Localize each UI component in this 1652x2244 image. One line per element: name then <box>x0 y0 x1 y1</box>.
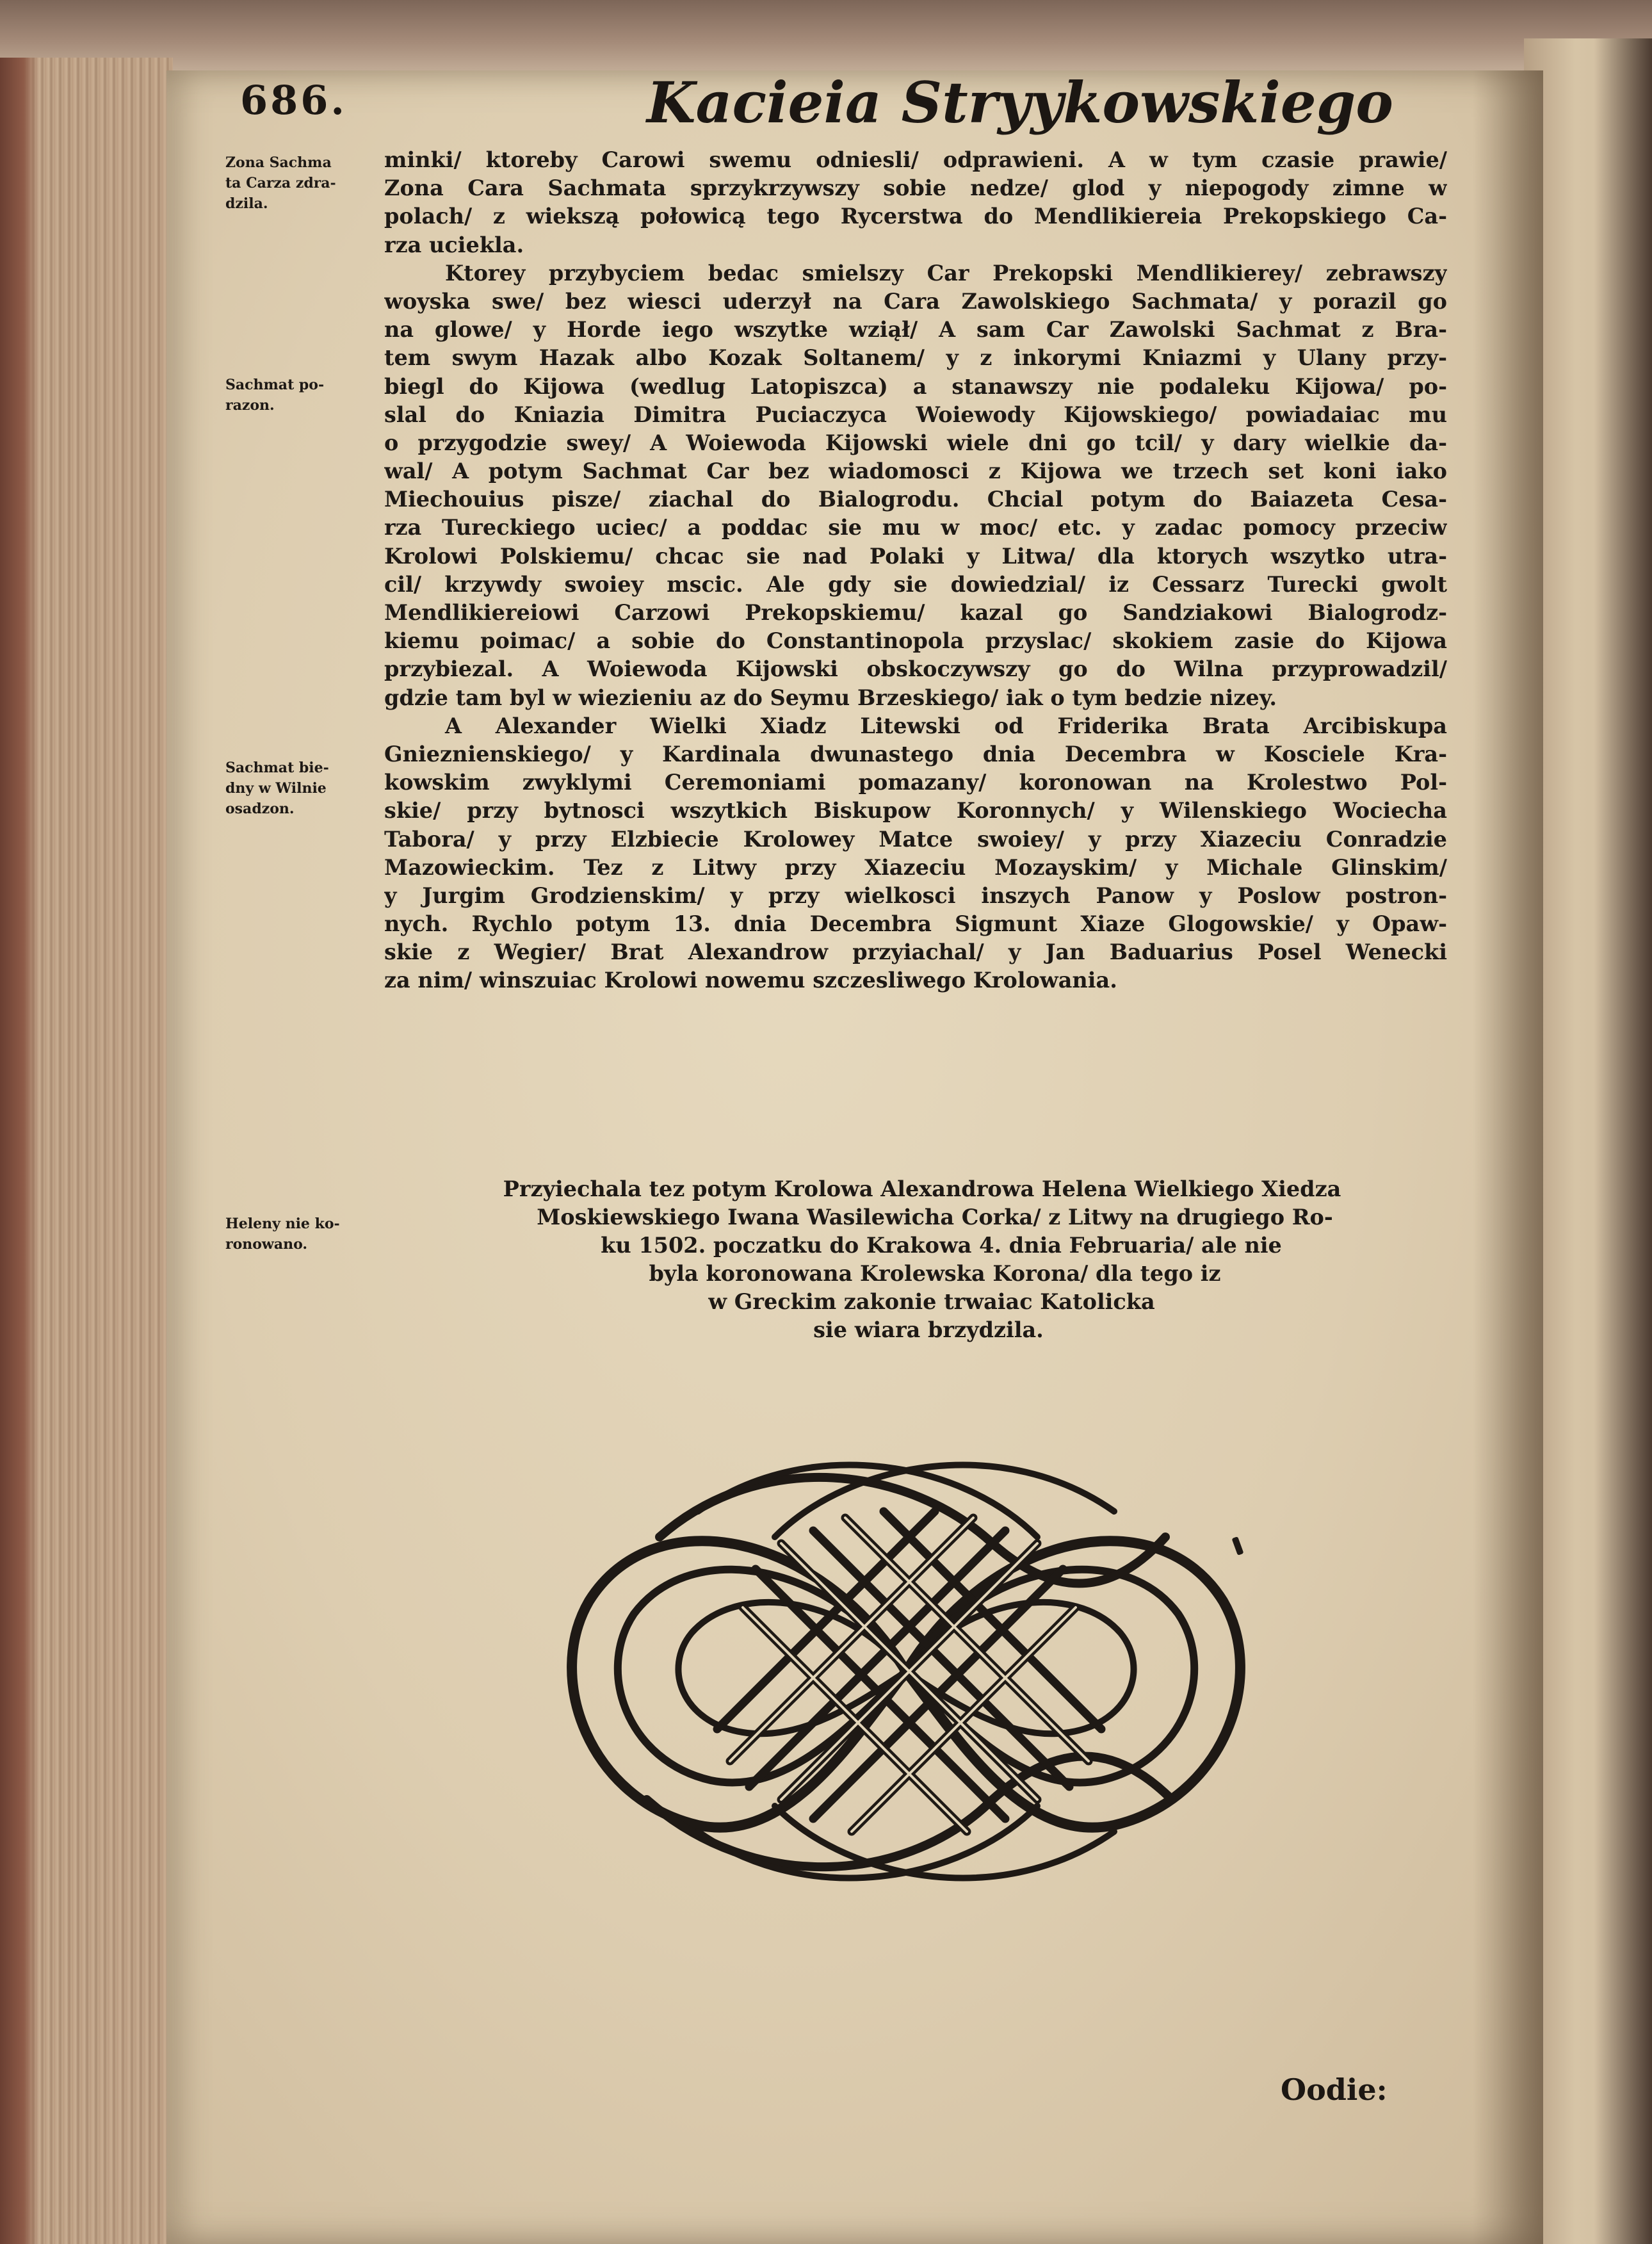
margin-note-line: dzila. <box>225 195 268 212</box>
running-head: Kacieia Stryykowskiego <box>647 69 1393 136</box>
text-line: Tabora/ y przy Elzbiecie Krolowey Matce swoiey/ y przy Xiazeciu Conradzie <box>384 826 1447 852</box>
text-line: woyska swe/ bez wiesci uderzył na Cara Zawolskiego Sachmata/ y porazil go <box>384 288 1447 314</box>
text-line: biegl do Kijowa (wedlug Latopiszca) a stanawszy nie podaleku Kijowa/ po- <box>384 373 1447 399</box>
text-line: Krolowi Polskiemu/ chcac sie nad Polaki y Litwa/ dla ktorych wszytko utra- <box>384 543 1447 569</box>
text-line: gdzie tam byl w wiezieniu az do Seymu Brzeskiego/ iak o tym bedzie nizey. <box>384 685 1277 710</box>
gutter-shadow <box>1473 70 1543 2244</box>
book-top-edge <box>0 0 1652 77</box>
text-line: skie z Wegier/ Brat Alexandrow przyiachal/ y Jan Baduarius Posel Wenecki <box>384 939 1447 965</box>
final-paragraph-line: Moskiewskiego Iwana Wasilewicha Corka/ z Litwy na drugiego Ro- <box>537 1205 1333 1230</box>
margin-note-line: Heleny nie ko- <box>225 1216 340 1232</box>
text-line: polach/ z wiekszą połowicą tego Rycerstwa do Mendlikiereia Prekopskiego Ca- <box>384 204 1447 229</box>
text-line: Ktorey przybyciem bedac smielszy Car Prekopski Mendlikierey/ zebrawszy <box>445 260 1447 286</box>
text-line: nych. Rychlo potym 13. dnia Decembra Sigmunt Xiaze Glogowskie/ y Opaw- <box>384 911 1447 937</box>
text-line: za nim/ winszuiac Krolowi nowemu szczesliwego Krolowania. <box>384 968 1117 993</box>
margin-note-line: ta Carza zdra- <box>225 175 336 191</box>
text-line: kiemu poimac/ a sobie do Constantinopola przyslac/ skokiem zasie do Kijowa <box>384 628 1447 654</box>
main-text <box>384 146 1447 995</box>
margin-note-line: osadzon. <box>225 801 295 817</box>
margin-note-line: Zona Sachma <box>225 154 332 171</box>
final-paragraph-line: ku 1502. poczatku do Krakowa 4. dnia Februaria/ ale nie <box>601 1233 1282 1258</box>
text-line: o przygodzie swey/ A Woiewoda Kijowski wiele dni go tcil/ y dary wielkie da- <box>384 430 1447 455</box>
text-line: wal/ A potym Sachmat Car bez wiadomosci z Kijowa we trzech set koni iako <box>384 459 1447 484</box>
text-line: y Jurgim Grodzienskim/ y przy wielkosci inszych Panow y Poslow postron- <box>384 882 1447 908</box>
margin-note-2 <box>225 375 373 416</box>
facing-page-shadow <box>1594 38 1652 2244</box>
binding-shadow <box>0 58 38 2244</box>
text-line: skie/ przy bytnosci wszytkich Biskupow Koronnych/ y Wilenskiego Wociecha <box>384 798 1447 824</box>
text-line: Mendlikiereiowi Carzowi Prekopskiemu/ kazal go Sandziakowi Bialogrodz- <box>384 600 1447 625</box>
final-paragraph-line: Przyiechala tez potym Krolowa Alexandrowa Helena Wielkiego Xiedza <box>503 1176 1341 1201</box>
text-line: rza Tureckiego uciec/ a poddac sie mu w moc/ etc. y zadac pomocy przeciw <box>384 515 1447 541</box>
knotwork-ornament <box>551 1441 1261 1902</box>
margin-note-line: Sachmat bie- <box>225 760 329 776</box>
text-line: cil/ krzywdy swoiey mscic. Ale gdy sie dowiedzial/ iz Cessarz Turecki gwolt <box>384 571 1447 597</box>
text-line: przybiezal. A Woiewoda Kijowski obskoczywszy go do Wilna przyprowadzil/ <box>384 656 1447 682</box>
margin-note-line: dny w Wilnie <box>225 780 327 797</box>
text-line: Miechouius pisze/ ziachal do Bialogrodu. Chcial potym do Baiazeta Cesa- <box>384 487 1447 512</box>
final-paragraph-line: sie wiara brzydzila. <box>813 1317 1044 1342</box>
final-paragraph-line: byla koronowana Krolewska Korona/ dla tego iz <box>649 1261 1221 1286</box>
text-line: kowskim zwyklymi Ceremoniami pomazany/ koronowan na Krolestwo Pol- <box>384 770 1447 795</box>
catchword: Oodie: <box>1281 2072 1388 2107</box>
text-line: na glowe/ y Horde iego wszytke wziął/ A sam Car Zawolski Sachmat z Bra- <box>384 317 1447 343</box>
margin-note-3 <box>225 758 373 819</box>
text-line: Gnieznienskiego/ y Kardinala dwunastego dnia Decembra w Kosciele Kra- <box>384 741 1447 767</box>
text-line: Mazowieckim. Tez z Litwy przy Xiazeciu Mozayskim/ y Michale Glinskim/ <box>384 854 1447 880</box>
margin-note-line: Sachmat po- <box>225 377 325 393</box>
margin-note-4 <box>225 1214 373 1255</box>
margin-note-line: razon. <box>225 397 275 414</box>
text-line: slal do Kniazia Dimitra Puciaczyca Woiewody Kijowskiego/ powiadaiac mu <box>384 402 1447 427</box>
final-paragraph-line: w Greckim zakonie trwaiac Katolicka <box>708 1289 1155 1314</box>
text-line: rza uciekla. <box>384 232 524 257</box>
margin-note-line: ronowano. <box>225 1236 308 1253</box>
margin-note-1 <box>225 152 373 214</box>
text-line: tem swym Hazak albo Kozak Soltanem/ y z inkorymi Kniazmi y Ulany przy- <box>384 345 1447 371</box>
text-line: minki/ ktoreby Carowi swemu odniesli/ odprawieni. A w tym czasie prawie/ <box>384 147 1447 172</box>
page-number: 686. <box>240 77 348 124</box>
text-line: A Alexander Wielki Xiadz Litewski od Friderika Brata Arcibiskupa <box>445 713 1447 738</box>
text-line: Zona Cara Sachmata sprzykrzywszy sobie nedze/ glod y niepogody zimne w <box>384 175 1447 201</box>
